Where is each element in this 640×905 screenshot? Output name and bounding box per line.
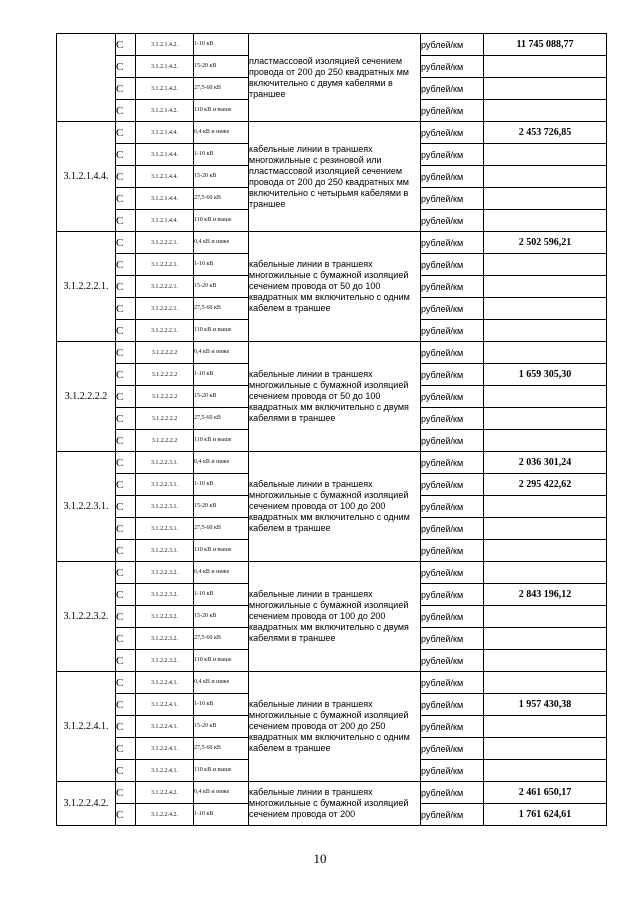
voltage-class: 110 кВ и выше: [194, 540, 249, 562]
voltage-class: 1-10 кВ: [194, 584, 249, 606]
section-letter: С: [116, 694, 136, 716]
group-description: кабельные линии в траншеях многожильные с бумажной изоляцией сечением провода от 50 до 100 квадратных мм включительно с одним кабелем в траншее: [249, 232, 421, 342]
unit-label: рублей/км: [421, 188, 484, 210]
voltage-class: 15-20 кВ: [194, 166, 249, 188]
sub-code: 3.1.2.2.4.1.: [136, 694, 194, 716]
sub-code: 3.1.2.2.2.1.: [136, 298, 194, 320]
voltage-class: 0,4 кВ и ниже: [194, 452, 249, 474]
voltage-class: 27,5-60 кВ: [194, 738, 249, 760]
voltage-class: 0,4 кВ и ниже: [194, 232, 249, 254]
group-description: кабельные линии в траншеях многожильные с резиновой или пластмассовой изоляцией сечением провода от 200 до 250 квадратных мм включительно с четырьмя кабелями в траншее: [249, 122, 421, 232]
sub-code: 3.1.2.1.4.2.: [136, 56, 194, 78]
voltage-class: 1-10 кВ: [194, 474, 249, 496]
price-value: 1 761 624,61: [484, 804, 607, 826]
section-letter: С: [116, 782, 136, 804]
sub-code: 3.1.2.2.2.2: [136, 364, 194, 386]
voltage-class: 15-20 кВ: [194, 716, 249, 738]
price-value: [484, 166, 607, 188]
sub-code: 3.1.2.2.4.1.: [136, 672, 194, 694]
unit-label: рублей/км: [421, 276, 484, 298]
unit-label: рублей/км: [421, 628, 484, 650]
section-letter: С: [116, 760, 136, 782]
sub-code: 3.1.2.2.2.1.: [136, 232, 194, 254]
sub-code: 3.1.2.2.2.1.: [136, 254, 194, 276]
price-value: 2 461 650,17: [484, 782, 607, 804]
unit-label: рублей/км: [421, 232, 484, 254]
section-letter: С: [116, 518, 136, 540]
unit-label: рублей/км: [421, 122, 484, 144]
section-letter: С: [116, 254, 136, 276]
group-code: 3.1.2.2.2.1.: [57, 232, 116, 342]
voltage-class: 0,4 кВ и ниже: [194, 562, 249, 584]
section-letter: С: [116, 672, 136, 694]
group-code: 3.1.2.2.2.2: [57, 342, 116, 452]
sub-code: 3.1.2.1.4.4.: [136, 188, 194, 210]
group-description: кабельные линии в траншеях многожильные с бумажной изоляцией сечением провода от 200 до 250 квадратных мм включительно с одним кабелем в траншее: [249, 672, 421, 782]
price-value: 1 957 430,38: [484, 694, 607, 716]
section-letter: С: [116, 320, 136, 342]
sub-code: 3.1.2.2.3.1.: [136, 452, 194, 474]
price-value: [484, 320, 607, 342]
section-letter: С: [116, 298, 136, 320]
voltage-class: 27,5-60 кВ: [194, 298, 249, 320]
price-value: [484, 100, 607, 122]
voltage-class: 15-20 кВ: [194, 276, 249, 298]
voltage-class: 1-10 кВ: [194, 804, 249, 826]
group-description: кабельные линии в траншеях многожильные с бумажной изоляцией сечением провода от 200: [249, 782, 421, 826]
voltage-class: 1-10 кВ: [194, 144, 249, 166]
section-letter: С: [116, 562, 136, 584]
group-code: 3.1.2.2.4.1.: [57, 672, 116, 782]
unit-label: рублей/км: [421, 298, 484, 320]
price-value: [484, 562, 607, 584]
price-value: 2 036 301,24: [484, 452, 607, 474]
price-value: [484, 606, 607, 628]
voltage-class: 15-20 кВ: [194, 496, 249, 518]
price-value: [484, 628, 607, 650]
section-letter: С: [116, 408, 136, 430]
price-value: [484, 672, 607, 694]
voltage-class: 110 кВ и выше: [194, 650, 249, 672]
section-letter: С: [116, 650, 136, 672]
voltage-class: 1-10 кВ: [194, 254, 249, 276]
voltage-class: 0,4 кВ и ниже: [194, 122, 249, 144]
voltage-class: 0,4 кВ и ниже: [194, 342, 249, 364]
price-value: [484, 386, 607, 408]
table-row: [57, 34, 607, 56]
section-letter: С: [116, 100, 136, 122]
unit-label: рублей/км: [421, 496, 484, 518]
voltage-class: 27,5-60 кВ: [194, 78, 249, 100]
section-letter: С: [116, 628, 136, 650]
table-row: [57, 782, 607, 804]
unit-label: рублей/км: [421, 716, 484, 738]
unit-label: рублей/км: [421, 738, 484, 760]
voltage-class: 0,4 кВ и ниже: [194, 782, 249, 804]
sub-code: 3.1.2.2.3.1.: [136, 518, 194, 540]
sub-code: 3.1.2.1.4.2.: [136, 34, 194, 56]
table-row: [57, 122, 607, 144]
unit-label: рублей/км: [421, 760, 484, 782]
section-letter: С: [116, 540, 136, 562]
price-value: [484, 430, 607, 452]
price-value: [484, 518, 607, 540]
sub-code: 3.1.2.1.4.4.: [136, 166, 194, 188]
sub-code: 3.1.2.1.4.4.: [136, 122, 194, 144]
section-letter: С: [116, 232, 136, 254]
unit-label: рублей/км: [421, 518, 484, 540]
section-letter: С: [116, 122, 136, 144]
voltage-class: 15-20 кВ: [194, 56, 249, 78]
table-row: [57, 232, 607, 254]
table-row: [57, 342, 607, 364]
unit-label: рублей/км: [421, 320, 484, 342]
group-description: кабельные линии в траншеях многожильные с бумажной изоляцией сечением провода от 50 до 100 квадратных мм включительно с двумя кабелями в траншее: [249, 342, 421, 452]
voltage-class: 110 кВ и выше: [194, 320, 249, 342]
tariff-table: [56, 33, 607, 826]
sub-code: 3.1.2.1.4.2.: [136, 100, 194, 122]
unit-label: рублей/км: [421, 650, 484, 672]
voltage-class: 15-20 кВ: [194, 606, 249, 628]
group-code: 3.1.2.2.3.2.: [57, 562, 116, 672]
group-code: 3.1.2.1.4.4.: [57, 122, 116, 232]
unit-label: рублей/км: [421, 672, 484, 694]
price-value: 2 502 596,21: [484, 232, 607, 254]
sub-code: 3.1.2.2.4.2.: [136, 804, 194, 826]
sub-code: 3.1.2.2.3.1.: [136, 540, 194, 562]
group-code: 3.1.2.2.3.1.: [57, 452, 116, 562]
sub-code: 3.1.2.2.2.2: [136, 342, 194, 364]
sub-code: 3.1.2.2.4.2.: [136, 782, 194, 804]
section-letter: С: [116, 386, 136, 408]
voltage-class: 110 кВ и выше: [194, 210, 249, 232]
unit-label: рублей/км: [421, 804, 484, 826]
sub-code: 3.1.2.2.3.2.: [136, 584, 194, 606]
price-value: [484, 298, 607, 320]
tariff-table-body: [57, 34, 607, 826]
price-value: [484, 408, 607, 430]
section-letter: С: [116, 430, 136, 452]
unit-label: рублей/км: [421, 694, 484, 716]
price-value: [484, 144, 607, 166]
sub-code: 3.1.2.2.2.1.: [136, 276, 194, 298]
section-letter: С: [116, 34, 136, 56]
sub-code: 3.1.2.2.3.1.: [136, 474, 194, 496]
section-letter: С: [116, 716, 136, 738]
unit-label: рублей/км: [421, 210, 484, 232]
unit-label: рублей/км: [421, 408, 484, 430]
sub-code: 3.1.2.2.3.2.: [136, 606, 194, 628]
sub-code: 3.1.2.2.2.2: [136, 386, 194, 408]
table-row: [57, 452, 607, 474]
price-value: 2 453 726,85: [484, 122, 607, 144]
price-value: [484, 716, 607, 738]
unit-label: рублей/км: [421, 540, 484, 562]
unit-label: рублей/км: [421, 584, 484, 606]
voltage-class: 1-10 кВ: [194, 694, 249, 716]
price-value: [484, 342, 607, 364]
group-code: [57, 34, 116, 122]
unit-label: рублей/км: [421, 342, 484, 364]
sub-code: 3.1.2.2.4.1.: [136, 760, 194, 782]
unit-label: рублей/км: [421, 474, 484, 496]
section-letter: С: [116, 56, 136, 78]
table-row: [57, 672, 607, 694]
voltage-class: 15-20 кВ: [194, 386, 249, 408]
voltage-class: 27,5-60 кВ: [194, 628, 249, 650]
unit-label: рублей/км: [421, 166, 484, 188]
sub-code: 3.1.2.2.3.2.: [136, 562, 194, 584]
sub-code: 3.1.2.2.4.1.: [136, 716, 194, 738]
price-value: [484, 254, 607, 276]
voltage-class: 110 кВ и выше: [194, 430, 249, 452]
voltage-class: 27,5-60 кВ: [194, 188, 249, 210]
price-value: [484, 540, 607, 562]
page-number: 10: [313, 851, 327, 866]
table-row: [57, 562, 607, 584]
unit-label: рублей/км: [421, 78, 484, 100]
price-value: 1 659 305,30: [484, 364, 607, 386]
price-value: [484, 760, 607, 782]
section-letter: С: [116, 342, 136, 364]
sub-code: 3.1.2.2.4.1.: [136, 738, 194, 760]
unit-label: рублей/км: [421, 386, 484, 408]
sub-code: 3.1.2.2.2.2: [136, 430, 194, 452]
section-letter: С: [116, 606, 136, 628]
section-letter: С: [116, 210, 136, 232]
section-letter: С: [116, 584, 136, 606]
voltage-class: 1-10 кВ: [194, 34, 249, 56]
unit-label: рублей/км: [421, 144, 484, 166]
unit-label: рублей/км: [421, 56, 484, 78]
price-value: [484, 56, 607, 78]
section-letter: С: [116, 144, 136, 166]
voltage-class: 27,5-60 кВ: [194, 518, 249, 540]
section-letter: С: [116, 364, 136, 386]
unit-label: рублей/км: [421, 364, 484, 386]
voltage-class: 110 кВ и выше: [194, 100, 249, 122]
group-description: кабельные линии в траншеях многожильные с бумажной изоляцией сечением провода от 100 до 200 квадратных мм включительно с одним кабелем в траншее: [249, 452, 421, 562]
price-value: 2 843 196,12: [484, 584, 607, 606]
unit-label: рублей/км: [421, 606, 484, 628]
voltage-class: 27,5-60 кВ: [194, 408, 249, 430]
price-value: [484, 78, 607, 100]
sub-code: 3.1.2.1.4.4.: [136, 144, 194, 166]
price-value: 11 745 088,77: [484, 34, 607, 56]
unit-label: рублей/км: [421, 562, 484, 584]
section-letter: С: [116, 166, 136, 188]
group-code: 3.1.2.2.4.2.: [57, 782, 116, 826]
unit-label: рублей/км: [421, 254, 484, 276]
price-value: [484, 496, 607, 518]
section-letter: С: [116, 188, 136, 210]
sub-code: 3.1.2.2.3.1.: [136, 496, 194, 518]
sub-code: 3.1.2.2.2.1.: [136, 320, 194, 342]
unit-label: рублей/км: [421, 782, 484, 804]
unit-label: рублей/км: [421, 100, 484, 122]
price-value: [484, 276, 607, 298]
unit-label: рублей/км: [421, 34, 484, 56]
unit-label: рублей/км: [421, 430, 484, 452]
price-value: 2 295 422,62: [484, 474, 607, 496]
price-value: [484, 210, 607, 232]
section-letter: С: [116, 78, 136, 100]
price-value: [484, 650, 607, 672]
section-letter: С: [116, 496, 136, 518]
group-description: кабельные линии в траншеях многожильные с бумажной изоляцией сечением провода от 100 до 200 квадратных мм включительно с двумя кабелями в траншее: [249, 562, 421, 672]
section-letter: С: [116, 474, 136, 496]
group-description: пластмассовой изоляцией сечением провода от 200 до 250 квадратных мм включительно с двумя кабелями в траншее: [249, 34, 421, 122]
sub-code: 3.1.2.2.3.2.: [136, 650, 194, 672]
sub-code: 3.1.2.2.3.2.: [136, 628, 194, 650]
section-letter: С: [116, 804, 136, 826]
section-letter: С: [116, 452, 136, 474]
unit-label: рублей/км: [421, 452, 484, 474]
section-letter: С: [116, 276, 136, 298]
sub-code: 3.1.2.2.2.2: [136, 408, 194, 430]
price-value: [484, 738, 607, 760]
sub-code: 3.1.2.1.4.2.: [136, 78, 194, 100]
voltage-class: 1-10 кВ: [194, 364, 249, 386]
section-letter: С: [116, 738, 136, 760]
voltage-class: 110 кВ и выше: [194, 760, 249, 782]
price-value: [484, 188, 607, 210]
sub-code: 3.1.2.1.4.4.: [136, 210, 194, 232]
voltage-class: 0,4 кВ и ниже: [194, 672, 249, 694]
